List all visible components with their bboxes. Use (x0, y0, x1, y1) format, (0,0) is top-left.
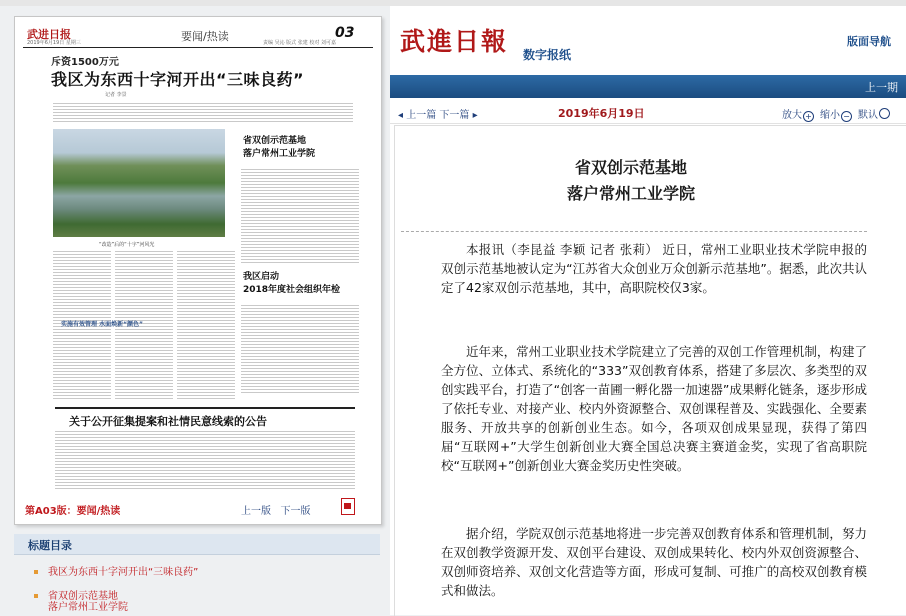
paper-side-article-2-text (241, 303, 359, 395)
paper-notice-title: 关于公开征集提案和社情民意线索的公告 (69, 415, 267, 428)
title-directory-heading: 标题目录 (28, 539, 72, 552)
paper-byline: 记者 李景 (105, 92, 127, 98)
page-prev-next (241, 502, 311, 517)
article-title-line1: 省双创示范基地 (574, 158, 687, 177)
toc-item[interactable] (34, 591, 128, 613)
paper-headline[interactable]: 我区为东西十字河开出“三味良药” (51, 70, 305, 89)
title-directory (14, 534, 380, 615)
zoom-in-button[interactable]: 放大 + (782, 106, 814, 122)
zoom-default-button[interactable]: 默认 (858, 106, 890, 121)
divider (401, 231, 867, 232)
bullet-icon (34, 570, 38, 574)
paper-kicker: 斥资1500万元 (51, 57, 119, 68)
next-article-link[interactable]: 下一篇 (439, 110, 470, 121)
paper-page-number: 03 (335, 25, 355, 41)
prev-page-link[interactable]: 上一版 (241, 506, 271, 517)
paper-column-3 (177, 249, 235, 399)
layout-nav-link[interactable]: 版面导航 (847, 35, 891, 48)
paper-side-article-2-headline[interactable]: 我区启动 2018年度社会组织年检 (243, 272, 341, 295)
page-thumbnail-pane (0, 6, 390, 615)
article-paragraph: 本报讯（李昆益 李颖 记者 张莉） 近日，常州工业职业技术学院申报的双创示范基地被认定为“江苏省大众创业万众创新示范基地”。据悉，此次共认定了42家双创示范基地，其中，高职院校仅3家。 (441, 242, 867, 295)
paper-notice-text (55, 429, 355, 489)
pdf-icon[interactable] (341, 498, 355, 515)
minus-circle-icon: − (841, 111, 852, 122)
zoom-out-button[interactable]: 缩小 − (820, 106, 852, 122)
paper-notice-box[interactable] (55, 407, 355, 428)
article-body (394, 125, 906, 616)
article-prev-next (398, 106, 478, 121)
article-paragraph: 近年来，常州工业职业技术学院建立了完善的双创工作管理机制，构建了全方位、立体式、系统化的“333”双创教育体系，搭建了多层次、多类型的双创实践平台，打造了“创客一苗圃一孵化器一加速器”成果孵化链条，逐步形成了依托专业、对接产业、校内外资源整合、双创课程普及、实践强化、全要素服务、开放共享的创新创业生态。如今，各项双创成果显现，获得了第四届“互联网+”大学生创新创业大赛全国总决赛主赛道金奖，实现了省高职院校“互联网+”创新创业大赛金奖历史性突破。 (441, 344, 867, 473)
paper-mid-heading: 实施有效管理 水面焕新“颜色” (61, 321, 143, 328)
page-tag: 第A03版：要闻/热读 (25, 506, 121, 517)
paper-date-line: 2019年6月19日 星期三 (27, 40, 81, 46)
title-directory-header (14, 534, 380, 555)
paper-logo: 武进日报 (27, 28, 71, 41)
plus-circle-icon: + (803, 111, 814, 122)
circle-icon (879, 108, 890, 119)
issue-date: 2019年6月19日 (558, 107, 645, 120)
article-pane (390, 6, 906, 615)
site-logo[interactable]: 武進日報 (400, 27, 509, 56)
paper-side-article-1-text (241, 167, 359, 265)
paper-editor-line: 责编 吴沁 版式 张建 校对 刘可嘉 (263, 40, 336, 46)
toc-item-label: 我区为东西十字河开出“三味良药” (48, 567, 199, 578)
prev-article-link[interactable]: 上一篇 (406, 110, 437, 121)
paper-section: 要闻/热读 (181, 30, 229, 43)
issue-bar (390, 75, 906, 98)
site-subtitle: 数字报纸 (523, 48, 572, 62)
article-title-line2: 落户常州工业学院 (566, 184, 695, 203)
bullet-icon (34, 594, 38, 598)
paper-lead-text (53, 101, 353, 123)
paper-side-article-1-headline[interactable]: 省双创示范基地 落户常州工业学院 (243, 136, 316, 159)
paper-photo-caption: “改造”后的“十字”河风光 (99, 242, 155, 248)
paper-header (23, 23, 373, 48)
toc-item[interactable] (34, 567, 198, 578)
article-nav-row (390, 103, 906, 124)
toc-item-label-line2: 落户常州工业学院 (48, 602, 128, 613)
toc-item-label: 省双创示范基地 (48, 591, 118, 602)
previous-issue-link[interactable]: 上一期 (865, 81, 898, 94)
newspaper-page-image[interactable] (14, 16, 382, 525)
next-page-link[interactable]: 下一版 (280, 506, 311, 517)
triangle-right-icon: ▸ (472, 110, 478, 121)
paper-river-photo (53, 129, 225, 237)
article-paragraph: 据介绍，学院双创示范基地将进一步完善双创教育体系和管理机制，努力在双创教学资源开发、双创平台建设、双创成果转化、校内外双创资源整合、双创师资培养、双创文化营造等方面，形成可复制、可推广的高校双创教育模式和做法。 (441, 526, 867, 598)
triangle-left-icon: ◂ (398, 110, 404, 121)
